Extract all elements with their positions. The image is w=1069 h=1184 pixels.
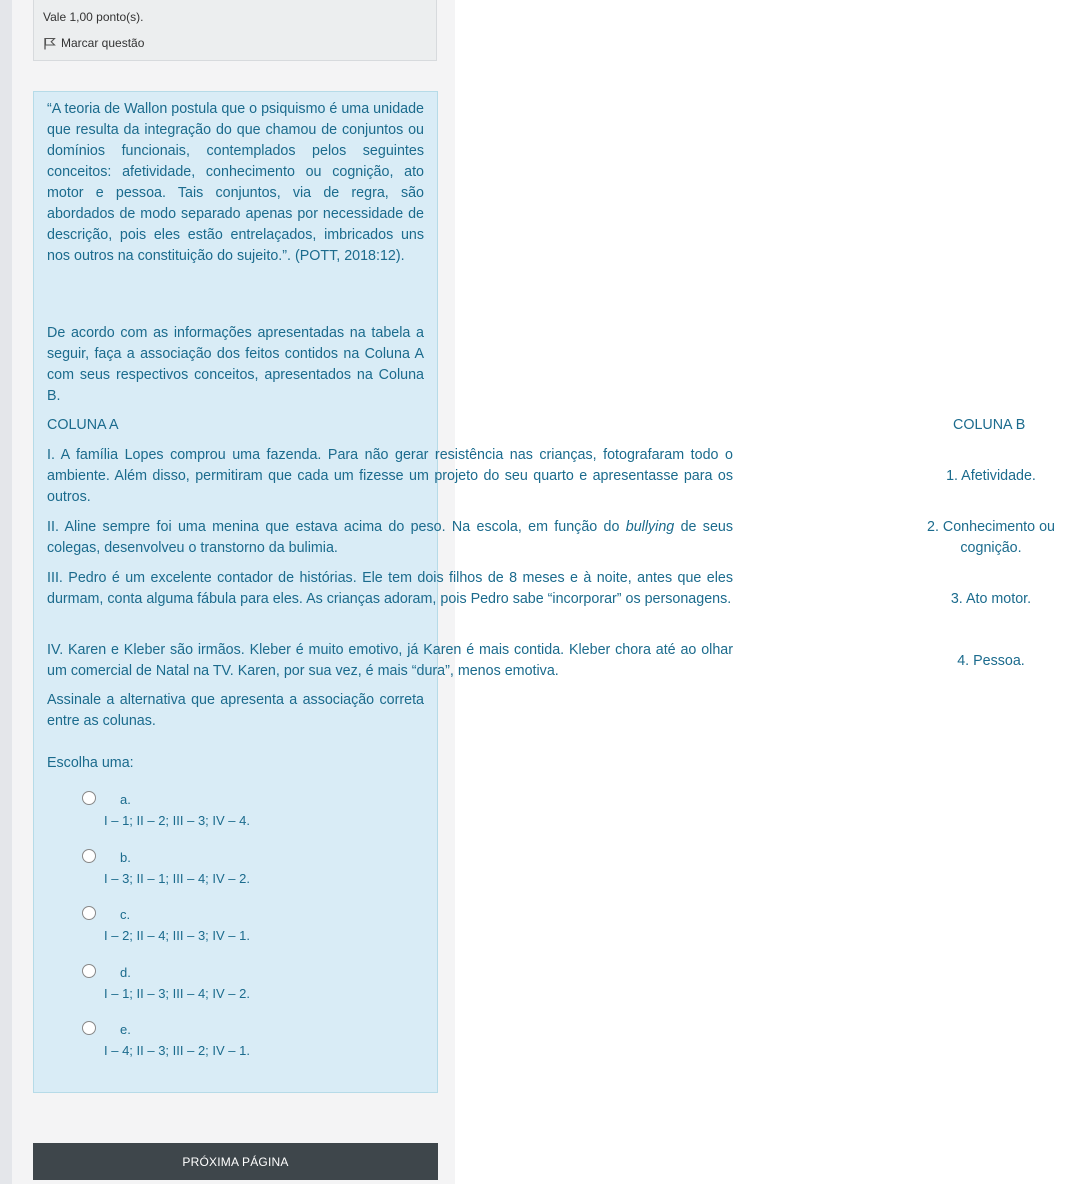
column-b-header: COLUNA B <box>953 417 1026 433</box>
answer-option-a[interactable] <box>82 791 342 841</box>
option-letter: e. <box>120 1022 131 1037</box>
option-letter: b. <box>120 850 131 865</box>
column-a-header: COLUNA A <box>47 417 119 433</box>
next-page-button[interactable]: PRÓXIMA PÁGINA <box>33 1143 438 1180</box>
column-b-item-1: 1. Afetividade. <box>946 468 1036 484</box>
column-b-item-2: 2. Conhecimento ou cognição. <box>927 519 1055 556</box>
flag-question-label: Marcar questão <box>61 36 145 50</box>
column-a-item-2 <box>47 517 733 559</box>
flag-icon <box>43 37 56 50</box>
question-info-box <box>33 0 437 61</box>
column-b-item-3: 3. Ato motor. <box>950 591 1032 607</box>
option-text: I – 1; II – 3; III – 4; IV – 2. <box>104 986 250 1001</box>
question-points: Vale 1,00 ponto(s). <box>43 10 144 24</box>
radio-button-d[interactable] <box>82 964 96 978</box>
option-text: I – 2; II – 4; III – 3; IV – 1. <box>104 928 250 943</box>
option-text: I – 3; II – 1; III – 4; IV – 2. <box>104 871 250 886</box>
answer-option-c[interactable] <box>82 906 342 956</box>
answer-option-b[interactable] <box>82 849 342 899</box>
item-2-emphasis: bullying <box>625 519 675 535</box>
question-prompt: Assinale a alternativa que apresenta a associação correta entre as colunas. <box>47 692 424 729</box>
column-a-item-3: III. Pedro é um excelente contador de histórias. Ele tem dois filhos de 8 meses e à noite, antes que eles durmam, conta alguma fábula para eles. As crianças adoram, pois Pedro sabe “incorporar” os personagens. <box>47 570 733 607</box>
column-a-item-4: IV. Karen e Kleber são irmãos. Kleber é muito emotivo, já Karen é mais contida. Kleber chora até ao olhar um comercial de Natal na TV. Karen, por sua vez, é mais “dura”, menos emotiva. <box>47 642 733 679</box>
flag-question-link[interactable] <box>43 36 144 50</box>
choose-one-label: Escolha uma: <box>47 755 134 771</box>
answer-option-e[interactable] <box>82 1021 342 1071</box>
column-b-item-4: 4. Pessoa. <box>957 653 1025 669</box>
column-a-item-1: I. A família Lopes comprou uma fazenda. Para não gerar resistência nas crianças, fotografaram todo o ambiente. Além disso, permitiram que cada um fizesse um projeto do seu quarto e apresentasse para os outros. <box>47 447 733 505</box>
option-text: I – 4; II – 3; III – 2; IV – 1. <box>104 1043 250 1058</box>
option-letter: c. <box>120 907 131 922</box>
answer-option-d[interactable] <box>82 964 342 1014</box>
option-text: I – 1; II – 2; III – 3; IV – 4. <box>104 813 250 828</box>
option-letter: a. <box>120 792 131 807</box>
question-quote: “A teoria de Wallon postula que o psiquismo é uma unidade que resulta da integração do que chamou de conjuntos ou domínios funcionais, contemplados pelos seguintes conceitos: afetividade, conhecimento ou cognição, ato motor e pessoa. Tais conjuntos, via de regra, são abordados de modo separado apenas por necessidade de descrição, pois eles estão entrelaçados, imbricados uns nos outros na constituição do sujeito.”. (POTT, 2018:12). <box>47 101 424 264</box>
radio-button-c[interactable] <box>82 906 96 920</box>
radio-button-a[interactable] <box>82 791 96 805</box>
item-2-text-start: II. Aline sempre foi uma menina que estava acima do peso. Na escola, em função do <box>47 519 626 535</box>
question-instruction: De acordo com as informações apresentadas na tabela a seguir, faça a associação dos feitos contidos na Coluna A com seus respectivos conceitos, apresentados na Coluna B. <box>47 325 424 404</box>
radio-button-e[interactable] <box>82 1021 96 1035</box>
option-letter: d. <box>120 965 131 980</box>
item-2-text-end: de seus colegas, desenvolveu o transtorno da bulimia. <box>47 519 734 556</box>
radio-button-b[interactable] <box>82 849 96 863</box>
